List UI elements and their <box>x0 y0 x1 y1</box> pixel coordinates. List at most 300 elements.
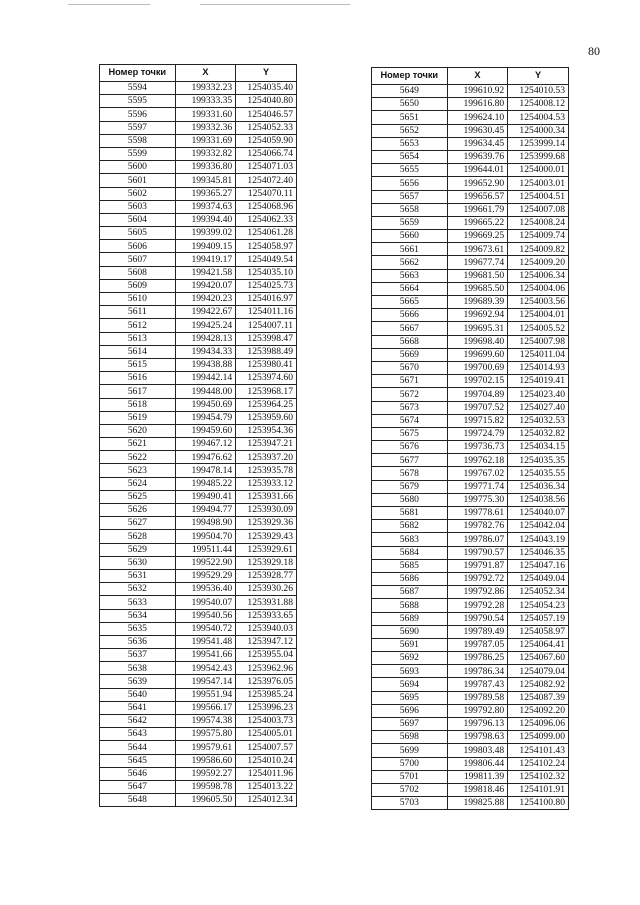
point-number-cell: 5662 <box>372 256 448 269</box>
point-number-cell: 5693 <box>372 665 448 678</box>
table-row <box>100 213 297 226</box>
point-number-cell: 5620 <box>100 424 176 437</box>
point-number-cell: 5702 <box>372 783 448 796</box>
table-row <box>100 728 297 741</box>
table-row <box>372 467 569 480</box>
table-row <box>100 794 297 807</box>
table-row <box>372 203 569 216</box>
point-number-cell: 5617 <box>100 385 176 398</box>
y-coordinate-cell: 1254057.19 <box>508 612 569 625</box>
x-coordinate-cell: 199791.87 <box>447 559 508 572</box>
table-row <box>100 477 297 490</box>
x-coordinate-cell: 199789.58 <box>447 691 508 704</box>
x-coordinate-cell: 199787.05 <box>447 638 508 651</box>
x-coordinate-cell: 199494.77 <box>175 504 236 517</box>
x-coordinate-cell: 199796.13 <box>447 718 508 731</box>
x-coordinate-cell: 199420.07 <box>175 279 236 292</box>
table-row <box>372 216 569 229</box>
x-coordinate-cell: 199522.90 <box>175 556 236 569</box>
x-coordinate-cell: 199598.78 <box>175 780 236 793</box>
x-coordinate-cell: 199422.67 <box>175 306 236 319</box>
table-row <box>100 688 297 701</box>
point-number-cell: 5652 <box>372 124 448 137</box>
table-row <box>100 345 297 358</box>
point-number-cell: 5678 <box>372 467 448 480</box>
x-coordinate-cell: 199498.90 <box>175 517 236 530</box>
point-number-cell: 5675 <box>372 427 448 440</box>
table-row <box>372 586 569 599</box>
coordinates-table-left <box>99 64 297 807</box>
table-row <box>372 546 569 559</box>
y-coordinate-cell: 1254079.04 <box>508 665 569 678</box>
y-coordinate-cell: 1254096.06 <box>508 718 569 731</box>
x-coordinate-cell: 199586.60 <box>175 754 236 767</box>
x-coordinate-cell: 199574.38 <box>175 715 236 728</box>
table-row <box>372 480 569 493</box>
y-coordinate-cell: 1253940.03 <box>236 622 297 635</box>
y-coordinate-cell: 1254038.56 <box>508 493 569 506</box>
y-coordinate-cell: 1254004.53 <box>508 111 569 124</box>
table-row <box>100 569 297 582</box>
point-number-cell: 5607 <box>100 253 176 266</box>
table-row <box>100 134 297 147</box>
point-number-cell: 5594 <box>100 82 176 95</box>
point-number-cell: 5648 <box>100 794 176 807</box>
y-coordinate-cell: 1254009.74 <box>508 230 569 243</box>
y-coordinate-cell: 1254070.11 <box>236 187 297 200</box>
point-number-cell: 5612 <box>100 319 176 332</box>
point-number-cell: 5598 <box>100 134 176 147</box>
x-coordinate-cell: 199504.70 <box>175 530 236 543</box>
x-coordinate-cell: 199332.82 <box>175 147 236 160</box>
x-coordinate-cell: 199332.36 <box>175 121 236 134</box>
table-header-row <box>372 68 569 85</box>
y-coordinate-cell: 1254067.60 <box>508 652 569 665</box>
point-number-cell: 5653 <box>372 137 448 150</box>
point-number-cell: 5677 <box>372 454 448 467</box>
x-coordinate-cell: 199698.40 <box>447 335 508 348</box>
y-coordinate-cell: 1254040.07 <box>508 507 569 520</box>
y-coordinate-cell: 1253930.26 <box>236 583 297 596</box>
y-coordinate-cell: 1253985.24 <box>236 688 297 701</box>
x-coordinate-cell: 199540.56 <box>175 609 236 622</box>
point-number-cell: 5608 <box>100 266 176 279</box>
y-coordinate-cell: 1254034.15 <box>508 441 569 454</box>
point-number-cell: 5663 <box>372 269 448 282</box>
table-row <box>100 596 297 609</box>
y-coordinate-cell: 1254046.35 <box>508 546 569 559</box>
table-row <box>100 266 297 279</box>
x-coordinate-cell: 199624.10 <box>447 111 508 124</box>
table-row <box>372 388 569 401</box>
point-number-cell: 5673 <box>372 401 448 414</box>
y-coordinate-cell: 1254007.08 <box>508 203 569 216</box>
y-coordinate-cell: 1253999.14 <box>508 137 569 150</box>
y-coordinate-cell: 1254016.97 <box>236 293 297 306</box>
y-coordinate-cell: 1254032.53 <box>508 414 569 427</box>
point-number-cell: 5632 <box>100 583 176 596</box>
x-coordinate-cell: 199685.50 <box>447 282 508 295</box>
y-coordinate-cell: 1253974.60 <box>236 372 297 385</box>
point-number-cell: 5687 <box>372 586 448 599</box>
x-coordinate-cell: 199652.90 <box>447 177 508 190</box>
y-coordinate-cell: 1253976.05 <box>236 675 297 688</box>
x-coordinate-cell: 199786.07 <box>447 533 508 546</box>
table-row <box>372 322 569 335</box>
y-coordinate-cell: 1254027.40 <box>508 401 569 414</box>
y-coordinate-cell: 1254019.41 <box>508 375 569 388</box>
table-header-row <box>100 65 297 82</box>
x-coordinate-cell: 199673.61 <box>447 243 508 256</box>
point-number-cell: 5597 <box>100 121 176 134</box>
x-coordinate-cell: 199806.44 <box>447 757 508 770</box>
table-row <box>372 454 569 467</box>
y-coordinate-cell: 1253947.21 <box>236 438 297 451</box>
y-coordinate-cell: 1254066.74 <box>236 147 297 160</box>
point-number-cell: 5625 <box>100 490 176 503</box>
point-number-cell: 5660 <box>372 230 448 243</box>
point-number-cell: 5655 <box>372 164 448 177</box>
point-number-cell: 5703 <box>372 797 448 810</box>
x-coordinate-cell: 199547.14 <box>175 675 236 688</box>
point-number-cell: 5606 <box>100 240 176 253</box>
point-number-cell: 5609 <box>100 279 176 292</box>
point-number-cell: 5633 <box>100 596 176 609</box>
x-coordinate-cell: 199789.49 <box>447 625 508 638</box>
page-number: 80 <box>588 44 600 58</box>
y-coordinate-cell: 1253937.20 <box>236 451 297 464</box>
point-number-cell: 5661 <box>372 243 448 256</box>
table-row <box>100 253 297 266</box>
table-row <box>100 504 297 517</box>
table-row <box>372 678 569 691</box>
x-coordinate-cell: 199786.25 <box>447 652 508 665</box>
y-coordinate-cell: 1254008.24 <box>508 216 569 229</box>
x-coordinate-cell: 199575.80 <box>175 728 236 741</box>
point-number-cell: 5604 <box>100 213 176 226</box>
table-row <box>100 701 297 714</box>
table-row <box>372 414 569 427</box>
point-number-cell: 5639 <box>100 675 176 688</box>
point-number-cell: 5657 <box>372 190 448 203</box>
x-coordinate-cell: 199644.01 <box>447 164 508 177</box>
y-coordinate-cell: 1254036.34 <box>508 480 569 493</box>
y-coordinate-cell: 1254102.24 <box>508 757 569 770</box>
x-coordinate-cell: 199541.48 <box>175 635 236 648</box>
y-coordinate-cell: 1254068.96 <box>236 200 297 213</box>
y-coordinate-cell: 1254052.33 <box>236 121 297 134</box>
x-coordinate-cell: 199767.02 <box>447 467 508 480</box>
y-coordinate-cell: 1254042.04 <box>508 520 569 533</box>
x-coordinate-cell: 199616.80 <box>447 98 508 111</box>
x-coordinate-cell: 199811.39 <box>447 770 508 783</box>
x-coordinate-cell: 199566.17 <box>175 701 236 714</box>
x-coordinate-cell: 199336.80 <box>175 161 236 174</box>
table-row <box>100 556 297 569</box>
point-number-cell: 5595 <box>100 95 176 108</box>
y-coordinate-cell: 1253933.12 <box>236 477 297 490</box>
x-coordinate-cell: 199592.27 <box>175 767 236 780</box>
y-coordinate-cell: 1254000.01 <box>508 164 569 177</box>
column-header-x: X <box>175 65 236 82</box>
y-coordinate-cell: 1254008.12 <box>508 98 569 111</box>
table-row <box>372 638 569 651</box>
point-number-cell: 5670 <box>372 361 448 374</box>
point-number-cell: 5656 <box>372 177 448 190</box>
y-coordinate-cell: 1254102.32 <box>508 770 569 783</box>
y-coordinate-cell: 1254011.16 <box>236 306 297 319</box>
table-row <box>100 517 297 530</box>
y-coordinate-cell: 1254046.57 <box>236 108 297 121</box>
scan-artifact-line <box>200 4 350 5</box>
point-number-cell: 5686 <box>372 572 448 585</box>
table-row <box>372 137 569 150</box>
point-number-cell: 5629 <box>100 543 176 556</box>
x-coordinate-cell: 199692.94 <box>447 309 508 322</box>
y-coordinate-cell: 1254062.33 <box>236 213 297 226</box>
point-number-cell: 5666 <box>372 309 448 322</box>
point-number-cell: 5690 <box>372 625 448 638</box>
table-row <box>100 675 297 688</box>
x-coordinate-cell: 199786.34 <box>447 665 508 678</box>
table-row <box>372 731 569 744</box>
x-coordinate-cell: 199792.72 <box>447 572 508 585</box>
x-coordinate-cell: 199333.35 <box>175 95 236 108</box>
table-row <box>100 174 297 187</box>
point-number-cell: 5623 <box>100 464 176 477</box>
x-coordinate-cell: 199450.69 <box>175 398 236 411</box>
y-coordinate-cell: 1254007.11 <box>236 319 297 332</box>
point-number-cell: 5667 <box>372 322 448 335</box>
column-header-y: Y <box>508 68 569 85</box>
table-row <box>372 282 569 295</box>
table-row <box>100 543 297 556</box>
column-header-y: Y <box>236 65 297 82</box>
x-coordinate-cell: 199536.40 <box>175 583 236 596</box>
point-number-cell: 5684 <box>372 546 448 559</box>
table-row <box>372 361 569 374</box>
point-number-cell: 5626 <box>100 504 176 517</box>
point-number-cell: 5605 <box>100 227 176 240</box>
x-coordinate-cell: 199681.50 <box>447 269 508 282</box>
x-coordinate-cell: 199798.63 <box>447 731 508 744</box>
y-coordinate-cell: 1253980.41 <box>236 358 297 371</box>
point-number-cell: 5671 <box>372 375 448 388</box>
x-coordinate-cell: 199490.41 <box>175 490 236 503</box>
y-coordinate-cell: 1253964.25 <box>236 398 297 411</box>
y-coordinate-cell: 1254052.34 <box>508 586 569 599</box>
table-row <box>100 227 297 240</box>
y-coordinate-cell: 1254092.20 <box>508 704 569 717</box>
y-coordinate-cell: 1253999.68 <box>508 150 569 163</box>
x-coordinate-cell: 199778.61 <box>447 507 508 520</box>
x-coordinate-cell: 199434.33 <box>175 345 236 358</box>
point-number-cell: 5685 <box>372 559 448 572</box>
x-coordinate-cell: 199825.88 <box>447 797 508 810</box>
x-coordinate-cell: 199467.12 <box>175 438 236 451</box>
table-row <box>100 279 297 292</box>
point-number-cell: 5635 <box>100 622 176 635</box>
x-coordinate-cell: 199665.22 <box>447 216 508 229</box>
table-row <box>100 424 297 437</box>
point-number-cell: 5622 <box>100 451 176 464</box>
table-row <box>100 635 297 648</box>
point-number-cell: 5650 <box>372 98 448 111</box>
table-row <box>100 240 297 253</box>
x-coordinate-cell: 199448.00 <box>175 385 236 398</box>
table-row <box>372 269 569 282</box>
table-body-left <box>100 82 297 807</box>
table-row <box>372 85 569 98</box>
y-coordinate-cell: 1254012.34 <box>236 794 297 807</box>
x-coordinate-cell: 199771.74 <box>447 480 508 493</box>
y-coordinate-cell: 1253996.23 <box>236 701 297 714</box>
x-coordinate-cell: 199707.52 <box>447 401 508 414</box>
y-coordinate-cell: 1254011.96 <box>236 767 297 780</box>
point-number-cell: 5615 <box>100 358 176 371</box>
table-row <box>372 335 569 348</box>
x-coordinate-cell: 199677.74 <box>447 256 508 269</box>
table-row <box>372 718 569 731</box>
point-number-cell: 5642 <box>100 715 176 728</box>
point-number-cell: 5651 <box>372 111 448 124</box>
point-number-cell: 5668 <box>372 335 448 348</box>
table-row <box>100 464 297 477</box>
x-coordinate-cell: 199454.79 <box>175 411 236 424</box>
x-coordinate-cell: 199332.23 <box>175 82 236 95</box>
y-coordinate-cell: 1253962.96 <box>236 662 297 675</box>
table-row <box>372 230 569 243</box>
x-coordinate-cell: 199699.60 <box>447 348 508 361</box>
y-coordinate-cell: 1253955.04 <box>236 649 297 662</box>
point-number-cell: 5649 <box>372 85 448 98</box>
table-row <box>100 411 297 424</box>
point-number-cell: 5614 <box>100 345 176 358</box>
x-coordinate-cell: 199579.61 <box>175 741 236 754</box>
point-number-cell: 5689 <box>372 612 448 625</box>
x-coordinate-cell: 199419.17 <box>175 253 236 266</box>
y-coordinate-cell: 1254058.97 <box>508 625 569 638</box>
point-number-cell: 5644 <box>100 741 176 754</box>
y-coordinate-cell: 1253959.60 <box>236 411 297 424</box>
y-coordinate-cell: 1254010.53 <box>508 85 569 98</box>
table-row <box>372 190 569 203</box>
x-coordinate-cell: 199803.48 <box>447 744 508 757</box>
x-coordinate-cell: 199634.45 <box>447 137 508 150</box>
x-coordinate-cell: 199669.25 <box>447 230 508 243</box>
x-coordinate-cell: 199818.46 <box>447 783 508 796</box>
table-row <box>372 111 569 124</box>
point-number-cell: 5695 <box>372 691 448 704</box>
x-coordinate-cell: 199702.15 <box>447 375 508 388</box>
x-coordinate-cell: 199511.44 <box>175 543 236 556</box>
point-number-cell: 5647 <box>100 780 176 793</box>
y-coordinate-cell: 1254000.34 <box>508 124 569 137</box>
y-coordinate-cell: 1253930.09 <box>236 504 297 517</box>
y-coordinate-cell: 1253931.66 <box>236 490 297 503</box>
x-coordinate-cell: 199365.27 <box>175 187 236 200</box>
point-number-cell: 5637 <box>100 649 176 662</box>
point-number-cell: 5611 <box>100 306 176 319</box>
point-number-cell: 5679 <box>372 480 448 493</box>
y-coordinate-cell: 1254003.56 <box>508 296 569 309</box>
y-coordinate-cell: 1254072.40 <box>236 174 297 187</box>
point-number-cell: 5697 <box>372 718 448 731</box>
y-coordinate-cell: 1254099.00 <box>508 731 569 744</box>
x-coordinate-cell: 199656.57 <box>447 190 508 203</box>
y-coordinate-cell: 1254032.82 <box>508 427 569 440</box>
point-number-cell: 5683 <box>372 533 448 546</box>
table-row <box>100 108 297 121</box>
table-row <box>372 441 569 454</box>
x-coordinate-cell: 199438.88 <box>175 358 236 371</box>
point-number-cell: 5640 <box>100 688 176 701</box>
table-row <box>372 296 569 309</box>
table-row <box>372 401 569 414</box>
table-row <box>372 243 569 256</box>
y-coordinate-cell: 1254007.57 <box>236 741 297 754</box>
y-coordinate-cell: 1254003.73 <box>236 715 297 728</box>
table-row <box>372 493 569 506</box>
table-row <box>100 741 297 754</box>
table-row <box>372 177 569 190</box>
x-coordinate-cell: 199715.82 <box>447 414 508 427</box>
x-coordinate-cell: 199792.80 <box>447 704 508 717</box>
table-row <box>100 530 297 543</box>
y-coordinate-cell: 1254014.93 <box>508 361 569 374</box>
y-coordinate-cell: 1254004.06 <box>508 282 569 295</box>
table-row <box>100 306 297 319</box>
x-coordinate-cell: 199689.39 <box>447 296 508 309</box>
y-coordinate-cell: 1254101.91 <box>508 783 569 796</box>
table-row <box>100 319 297 332</box>
table-row <box>100 372 297 385</box>
table-row <box>100 780 297 793</box>
y-coordinate-cell: 1254071.03 <box>236 161 297 174</box>
x-coordinate-cell: 199762.18 <box>447 454 508 467</box>
y-coordinate-cell: 1254004.51 <box>508 190 569 203</box>
x-coordinate-cell: 199540.07 <box>175 596 236 609</box>
point-number-cell: 5616 <box>100 372 176 385</box>
y-coordinate-cell: 1254007.98 <box>508 335 569 348</box>
x-coordinate-cell: 199459.60 <box>175 424 236 437</box>
point-number-cell: 5665 <box>372 296 448 309</box>
y-coordinate-cell: 1254010.24 <box>236 754 297 767</box>
y-coordinate-cell: 1254043.19 <box>508 533 569 546</box>
column-header-point-number: Номер точки <box>372 68 448 85</box>
table-row <box>372 797 569 810</box>
y-coordinate-cell: 1254087.39 <box>508 691 569 704</box>
point-number-cell: 5676 <box>372 441 448 454</box>
y-coordinate-cell: 1254035.35 <box>508 454 569 467</box>
point-number-cell: 5599 <box>100 147 176 160</box>
x-coordinate-cell: 199792.28 <box>447 599 508 612</box>
point-number-cell: 5696 <box>372 704 448 717</box>
table-row <box>372 507 569 520</box>
y-coordinate-cell: 1253931.88 <box>236 596 297 609</box>
x-coordinate-cell: 199331.60 <box>175 108 236 121</box>
y-coordinate-cell: 1254064.41 <box>508 638 569 651</box>
y-coordinate-cell: 1253929.43 <box>236 530 297 543</box>
y-coordinate-cell: 1253954.36 <box>236 424 297 437</box>
table-row <box>100 293 297 306</box>
point-number-cell: 5681 <box>372 507 448 520</box>
point-number-cell: 5628 <box>100 530 176 543</box>
scan-artifact-line <box>68 4 150 5</box>
table-row <box>372 770 569 783</box>
table-row <box>100 358 297 371</box>
table-row <box>372 757 569 770</box>
